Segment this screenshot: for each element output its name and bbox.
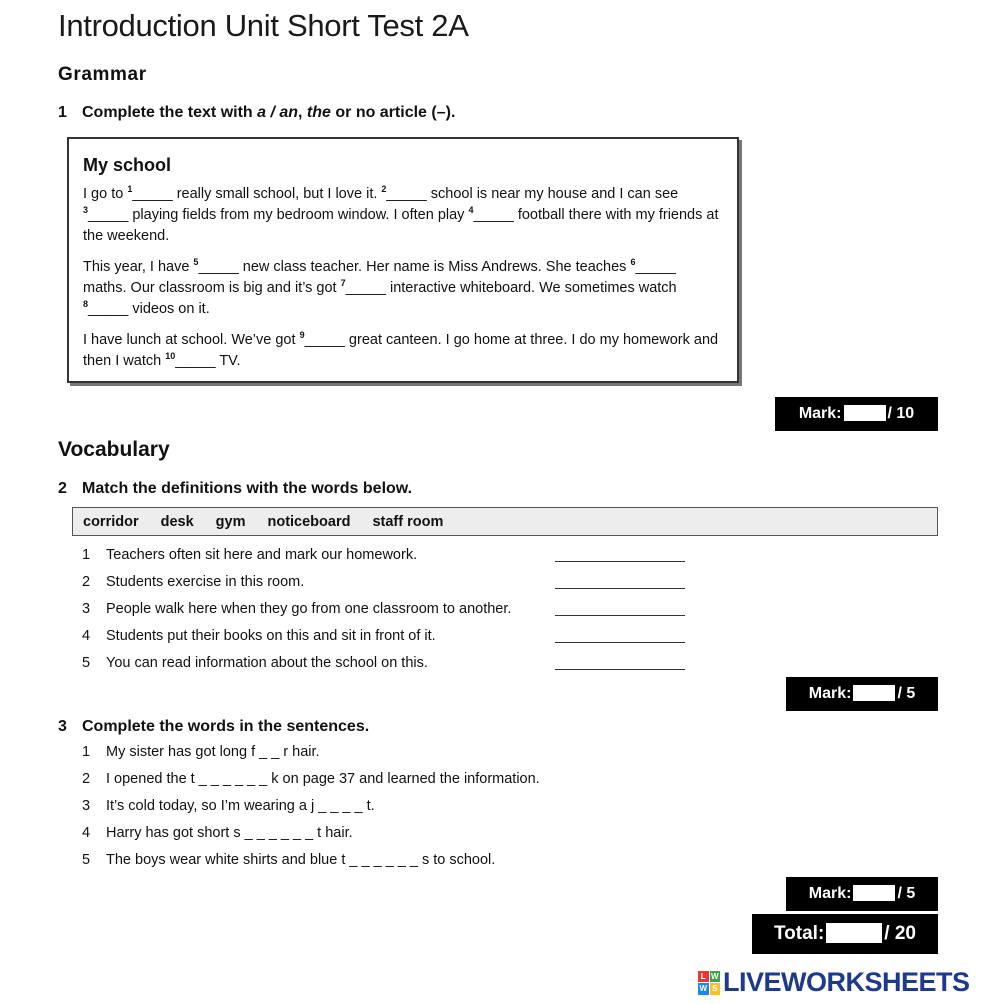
- answer-line[interactable]: [555, 615, 685, 616]
- answer-line[interactable]: [555, 588, 685, 589]
- gap-9[interactable]: _____ great canteen. I go home at three. I do my homework and then I watch: [83, 332, 719, 369]
- answer-line[interactable]: [555, 669, 685, 670]
- gap-8[interactable]: _____ videos on it.: [88, 301, 210, 317]
- gap-4[interactable]: _____ football there with my friends at the weekend.: [83, 207, 719, 244]
- word-bank-item: noticeboard: [267, 513, 351, 530]
- gap-number: 10: [165, 351, 176, 361]
- list-item: 3 People walk here when they go from one classroom to another.: [82, 601, 511, 628]
- gap-10[interactable]: _____ TV.: [175, 353, 241, 369]
- gap-7[interactable]: _____ interactive whiteboard. We sometimes watch: [345, 280, 677, 296]
- mark-input[interactable]: [853, 685, 895, 703]
- gap-6[interactable]: _____ maths. Our classroom is big and it’s got: [83, 259, 676, 296]
- liveworksheets-logo[interactable]: [698, 967, 970, 998]
- mark-input[interactable]: [844, 405, 886, 423]
- question-2-title: 2 Match the definitions with the words below.: [58, 480, 413, 497]
- gap-number: 2: [381, 184, 387, 194]
- gap-number: 1: [127, 184, 133, 194]
- mark-box-q3: Mark: / 5: [786, 877, 938, 911]
- mark-box-grammar: Mark: / 10: [775, 397, 938, 431]
- paragraph-3: I have lunch at school. We’ve got $^9$_____ great canteen. I go home at three. I do my homework and then I watch $^{10}$_____ TV.: [83, 330, 719, 369]
- list-item[interactable]: 2 I opened the t _ _ _ _ _ _ k on page 37 and learned the information.: [82, 771, 540, 787]
- logo-cube-icon: L W W S: [699, 971, 719, 993]
- gap-3[interactable]: _____ playing fields from my bedroom window. I often play: [88, 207, 469, 223]
- sentences-list: [82, 744, 540, 879]
- list-item: 1 Teachers often sit here and mark our homework.: [82, 547, 511, 574]
- word-bank-item: desk: [160, 513, 194, 530]
- page-title: Introduction Unit Short Test 2A: [58, 8, 469, 43]
- list-item: 4 Students put their books on this and sit in front of it.: [82, 628, 511, 655]
- mark-box-q2: Mark: / 5: [786, 677, 938, 711]
- gap-number: 8: [83, 299, 89, 309]
- answer-line[interactable]: [555, 561, 685, 562]
- vocabulary-heading: Vocabulary: [58, 438, 170, 461]
- word-bank-item: staff room: [372, 513, 444, 530]
- grammar-heading: Grammar: [58, 64, 147, 85]
- mark-input[interactable]: [853, 885, 895, 903]
- question-3-title: 3 Complete the words in the sentences.: [58, 718, 370, 735]
- list-item[interactable]: 4 Harry has got short s _ _ _ _ _ _ t hair.: [82, 825, 353, 841]
- gap-number: 3: [83, 205, 89, 215]
- paragraph-2: This year, I have $^5$_____ new class teacher. Her name is Miss Andrews. She teaches $^6$_____ maths. Our classroom is big and it’s got $^7$_____ interactive whiteboard. We sometimes watch $^8$_____ videos on it.: [83, 257, 677, 317]
- word-bank-item: gym: [215, 513, 246, 530]
- list-item[interactable]: 5 The boys wear white shirts and blue t _ _ _ _ _ _ s to school.: [82, 852, 496, 868]
- gap-2[interactable]: _____ school is near my house and I can see: [386, 186, 679, 202]
- gap-number: 7: [340, 278, 346, 288]
- gap-number: 5: [193, 257, 199, 267]
- list-item: 5 You can read information about the school on this.: [82, 655, 511, 682]
- gap-1[interactable]: _____ really small school, but I love it.: [132, 186, 382, 202]
- gap-5[interactable]: _____ new class teacher. Her name is Miss Andrews. She teaches: [198, 259, 631, 275]
- question-1-title: 1 Complete the text with a / an, the or no article (–).: [58, 104, 456, 121]
- list-item[interactable]: 3 It’s cold today, so I’m wearing a j _ _ _ _ t.: [82, 798, 375, 814]
- answer-line[interactable]: [555, 642, 685, 643]
- list-item[interactable]: 1 My sister has got long f _ _ r hair.: [82, 744, 320, 760]
- my-school-text-box: [67, 137, 739, 383]
- definitions-list: [82, 547, 511, 682]
- gap-number: 9: [299, 330, 305, 340]
- word-bank-item: corridor: [83, 513, 139, 530]
- gap-number: 4: [468, 205, 474, 215]
- text-box-title: My school: [83, 155, 172, 175]
- paragraph-1: I go to $^1$_____ really small school, but I love it. $^2$_____ school is near my house and I can see $^3$_____ playing fields from my bedroom window. I often play $^4$_____ football there with my friends at the weekend.: [83, 184, 719, 244]
- logo-text: LIVEWORKSHEETS: [723, 967, 970, 997]
- list-item: 2 Students exercise in this room.: [82, 574, 511, 601]
- word-bank: [72, 507, 938, 536]
- total-box: Total: / 20: [752, 914, 938, 954]
- gap-number: 6: [630, 257, 636, 267]
- total-input[interactable]: [826, 923, 882, 945]
